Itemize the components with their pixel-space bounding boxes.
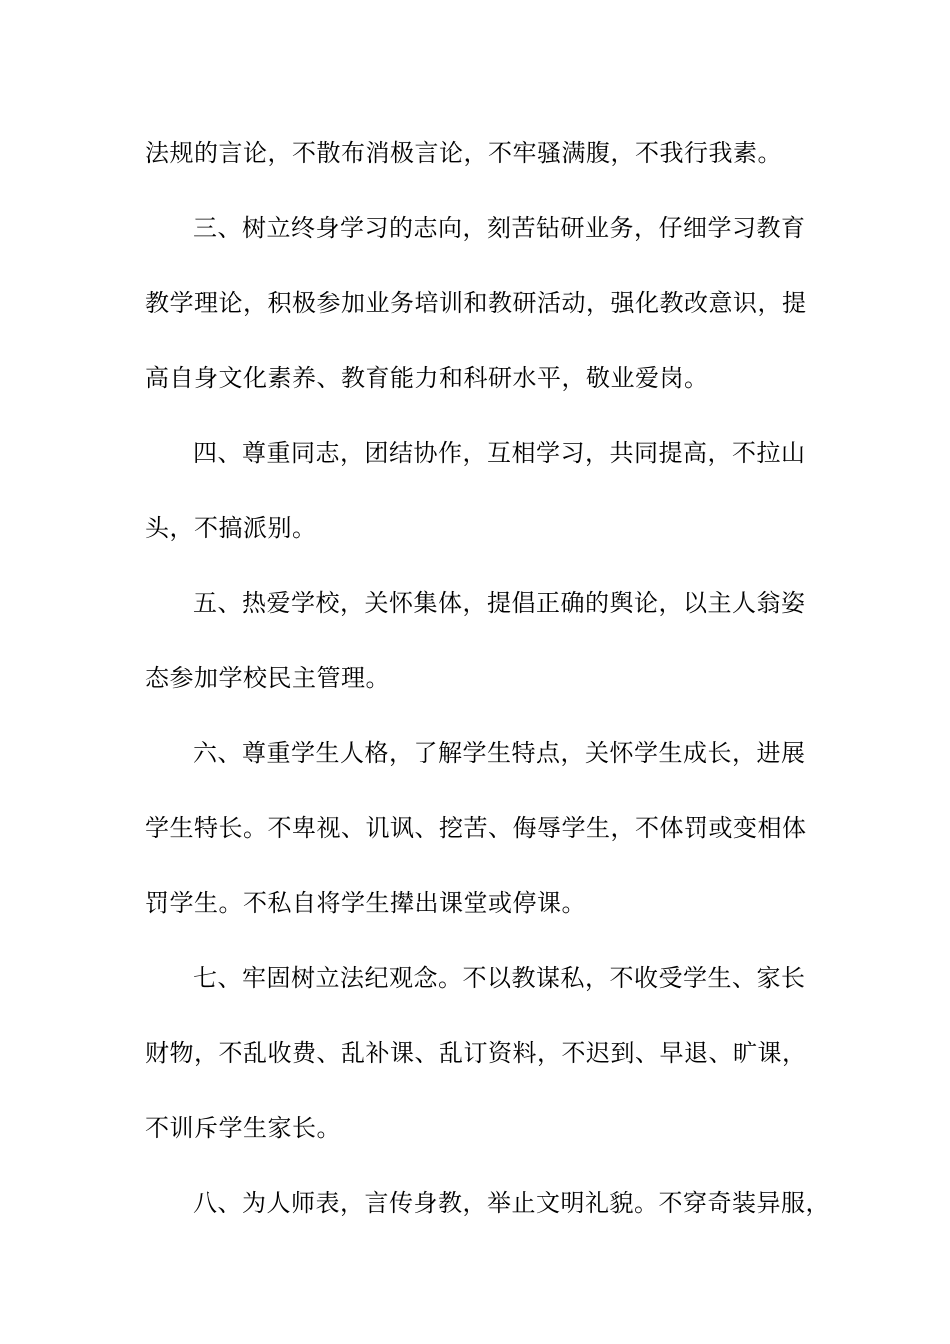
text-line: 六、尊重学生人格，了解学生特点，关怀学生成长，进展 <box>193 739 806 767</box>
text-line: 教学理论，积极参加业务培训和教研活动，强化教改意识，提 <box>145 289 807 317</box>
text-line: 财物，不乱收费、乱补课、乱订资料，不迟到、早退、旷课， <box>145 1039 807 1067</box>
text-line: 罚学生。不私自将学生撵出课堂或停课。 <box>145 889 586 917</box>
text-line: 三、树立终身学习的志向，刻苦钻研业务，仔细学习教育 <box>193 214 806 242</box>
text-line: 八、为人师表，言传身教，举止文明礼貌。不穿奇装异服， <box>193 1189 830 1217</box>
text-line: 五、热爱学校，关怀集体，提倡正确的舆论，以主人翁姿 <box>193 589 806 617</box>
text-line: 学生特长。不卑视、讥讽、挖苦、侮辱学生，不体罚或变相体 <box>145 814 807 842</box>
text-line: 不训斥学生家长。 <box>145 1114 341 1142</box>
text-line: 高自身文化素养、教育能力和科研水平，敬业爱岗。 <box>145 364 709 392</box>
text-line: 态参加学校民主管理。 <box>145 664 390 692</box>
text-line: 头，不搞派别。 <box>145 514 317 542</box>
text-line: 法规的言论，不散布消极言论，不牢骚满腹，不我行我素。 <box>145 139 782 167</box>
text-line: 七、牢固树立法纪观念。不以教谋私，不收受学生、家长 <box>193 964 806 992</box>
text-line: 四、尊重同志，团结协作，互相学习，共同提高，不拉山 <box>193 439 806 467</box>
